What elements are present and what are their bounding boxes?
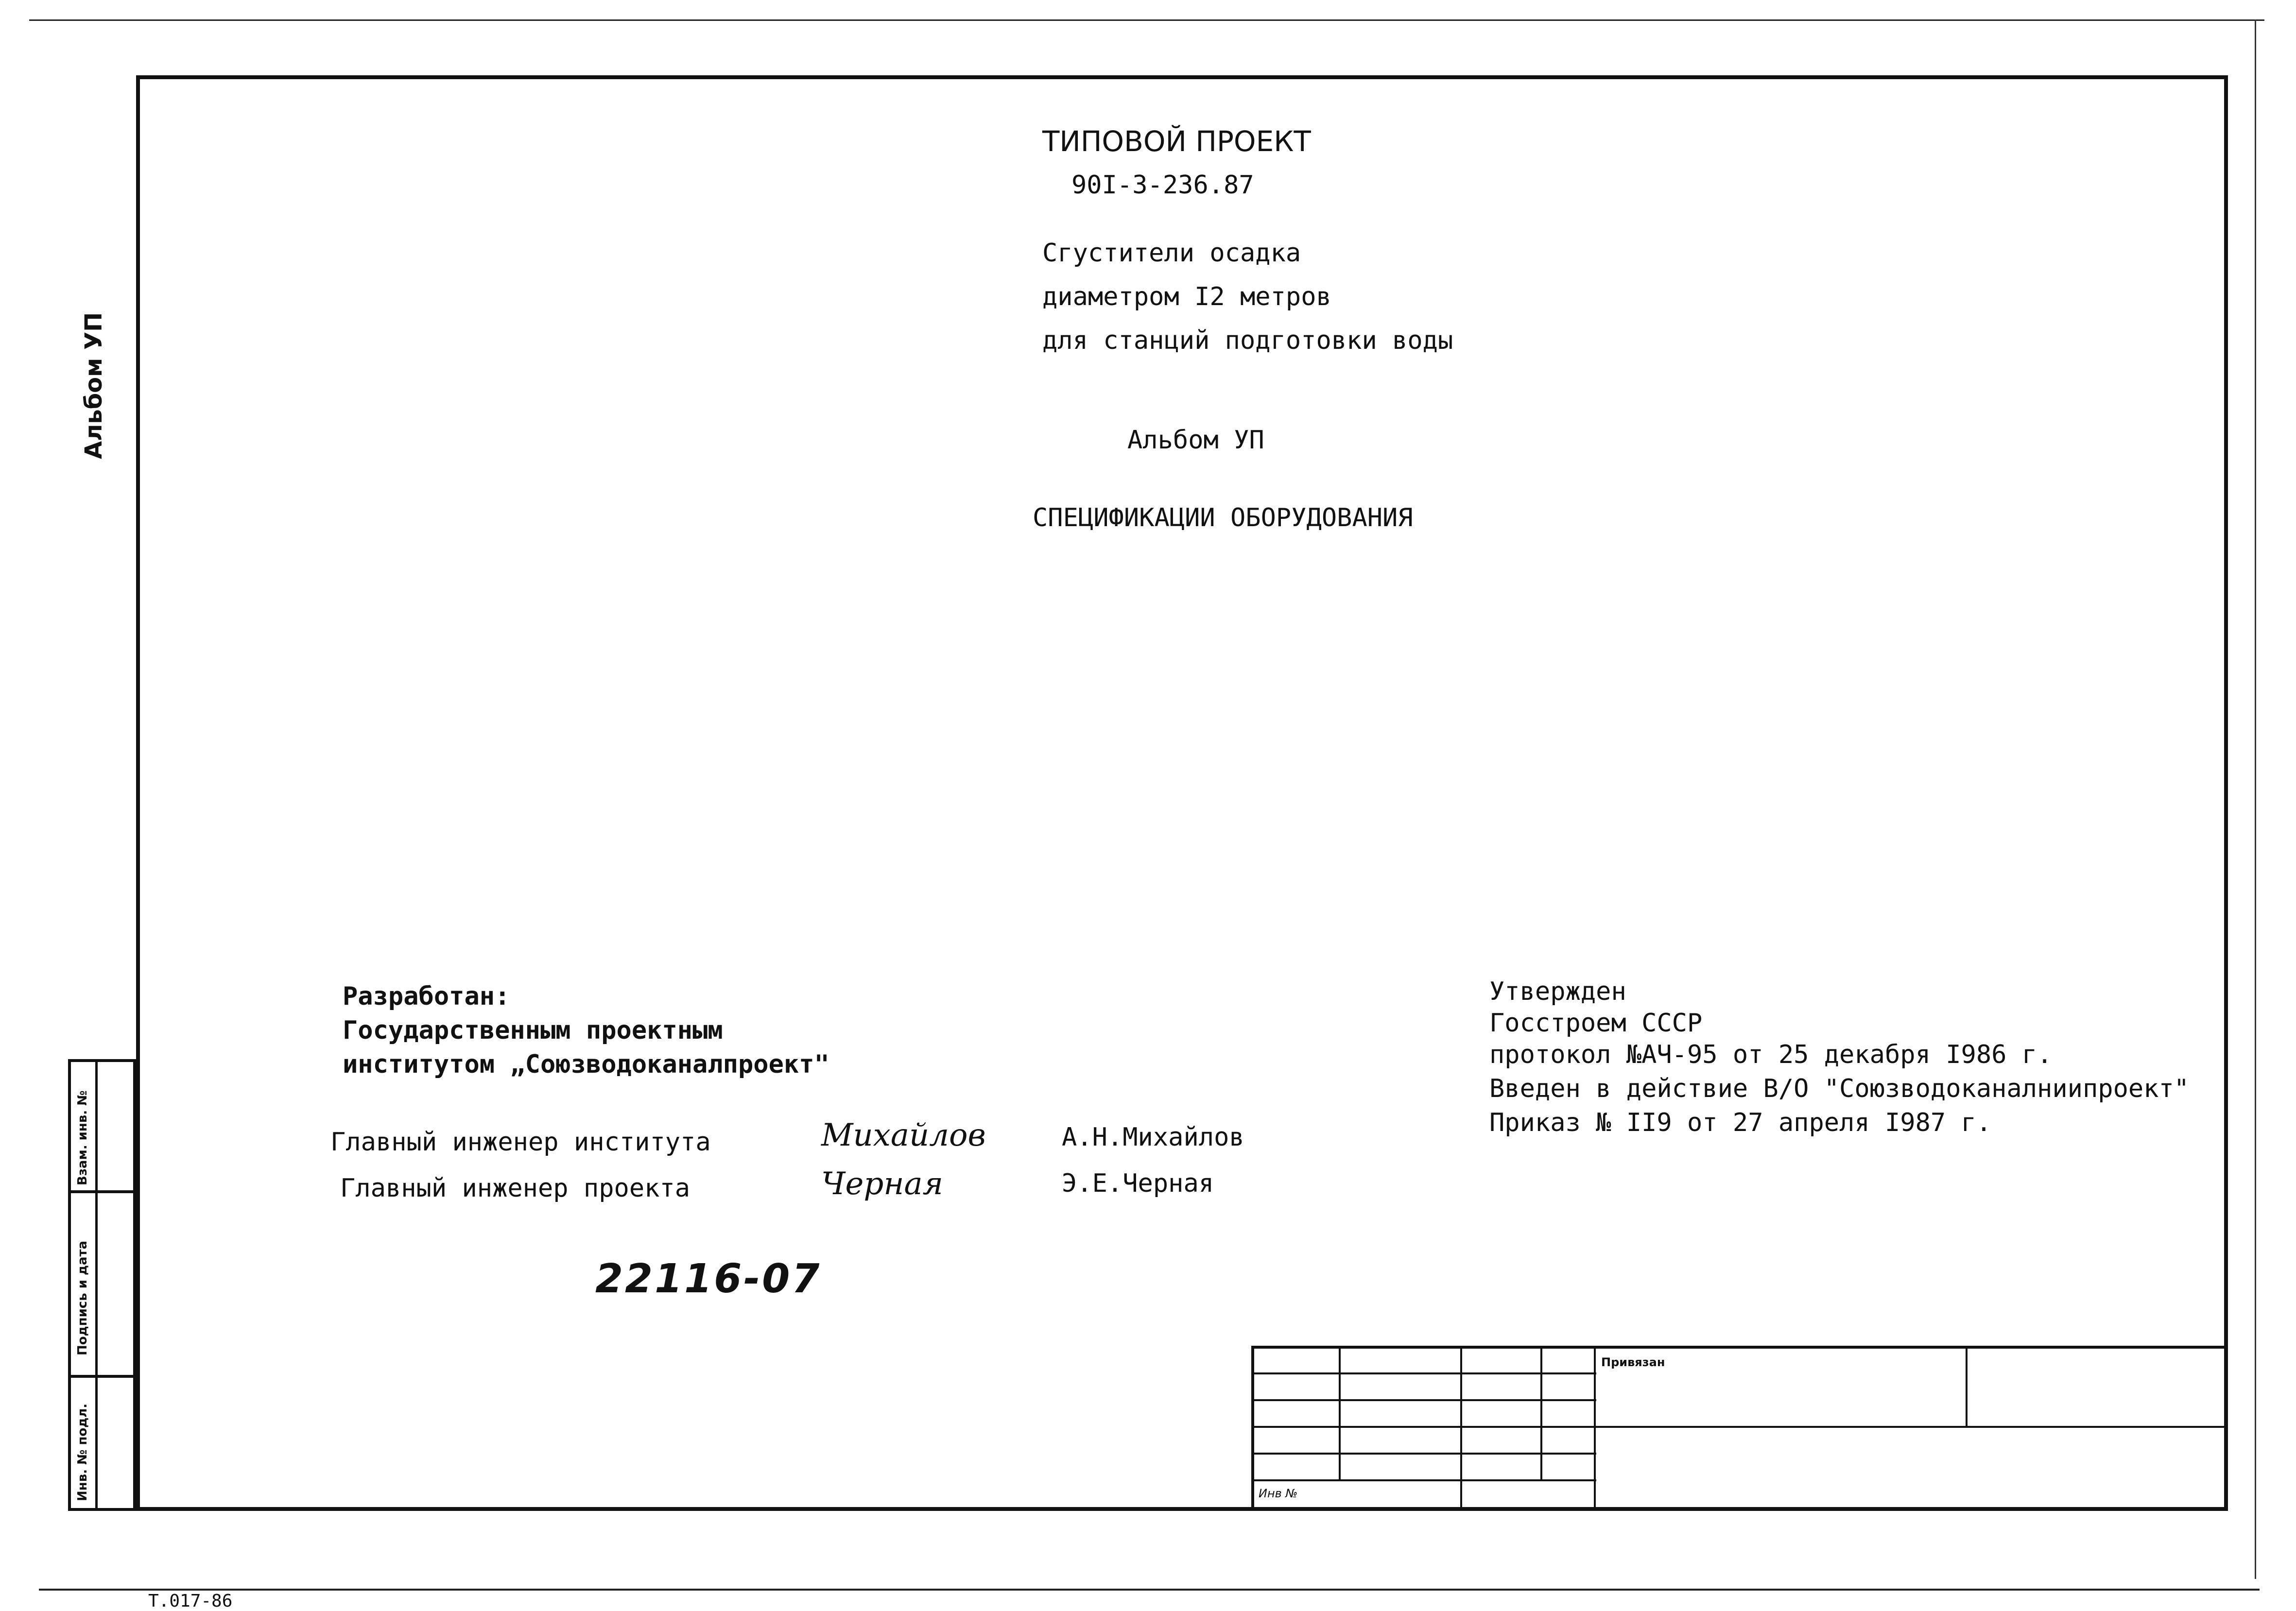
subject-line-2: диаметром I2 метров <box>1042 282 1331 311</box>
title-block-col-3 <box>1540 1346 1542 1479</box>
title-block-inv-no: Инв № <box>1259 1487 1298 1500</box>
title-block-col-1 <box>1339 1346 1341 1479</box>
handwritten-number: 22116-07 <box>595 1256 822 1302</box>
side-album-label: Альбом УП <box>80 312 107 459</box>
signature-name-1: А.Н.Михайлов <box>1062 1123 1244 1152</box>
side-stamp-divider-2 <box>68 1375 136 1378</box>
title-block <box>1251 1346 2228 1511</box>
side-stamp-cell-vzam: Взам. инв. № <box>75 1090 90 1185</box>
signature-name-2: Э.Е.Черная <box>1062 1169 1214 1198</box>
title-block-col-5 <box>1966 1346 1968 1426</box>
developed-line-1: Государственным проектным <box>343 1016 723 1045</box>
signature-role-1: Главный инженер института <box>330 1128 711 1157</box>
approved-line-5: Приказ № II9 от 27 апреля I987 г. <box>1489 1108 1992 1137</box>
title-block-row-2 <box>1251 1399 1596 1401</box>
title-block-row-3 <box>1251 1426 2228 1428</box>
subject-line-3: для станций подготовки воды <box>1042 326 1453 355</box>
footer-code: Т.017-86 <box>148 1591 233 1611</box>
signature-role-2: Главный инженер проекта <box>340 1174 691 1203</box>
side-stamp-cell-inv: Инв. № подл. <box>75 1403 90 1501</box>
signature-2: Черная <box>821 1166 943 1202</box>
title-block-row-1 <box>1251 1372 1596 1374</box>
title-block-privyazan: Привязан <box>1601 1355 1665 1369</box>
bottom-rule <box>39 1589 2260 1591</box>
approved-line-4: Введен в действие В/О "Союзводоканалниипроект" <box>1489 1074 2190 1103</box>
developed-line-2: институтом „Союзводоканалпроект" <box>343 1050 829 1079</box>
side-stamp-cell-podpis: Подпись и дата <box>75 1240 90 1355</box>
album-title: Альбом УП <box>1127 426 1264 455</box>
title-block-col-2 <box>1460 1346 1462 1511</box>
outer-right-line <box>2255 19 2256 1579</box>
outer-top-line <box>29 19 2264 21</box>
title-heading: ТИПОВОЙ ПРОЕКТ <box>1042 125 1311 158</box>
title-block-row-4 <box>1251 1453 1596 1455</box>
side-stamp-divider-1 <box>68 1190 136 1193</box>
section-title: СПЕЦИФИКАЦИИ ОБОРУДОВАНИЯ <box>1033 503 1413 532</box>
project-code: 90I-3-236.87 <box>1071 171 1254 200</box>
developed-label: Разработан: <box>343 982 510 1011</box>
title-block-row-5 <box>1251 1479 1596 1481</box>
title-block-col-4 <box>1594 1346 1596 1511</box>
side-stamp-divider-vertical <box>95 1059 98 1511</box>
subject-line-1: Сгустители осадка <box>1042 239 1301 268</box>
approved-line-3: протокол №АЧ-95 от 25 декабря I986 г. <box>1489 1040 2053 1069</box>
approved-line-2: Госстроем СССР <box>1489 1009 1703 1038</box>
approved-line-1: Утвержден <box>1489 977 1626 1006</box>
signature-1: Михайлов <box>821 1117 986 1153</box>
